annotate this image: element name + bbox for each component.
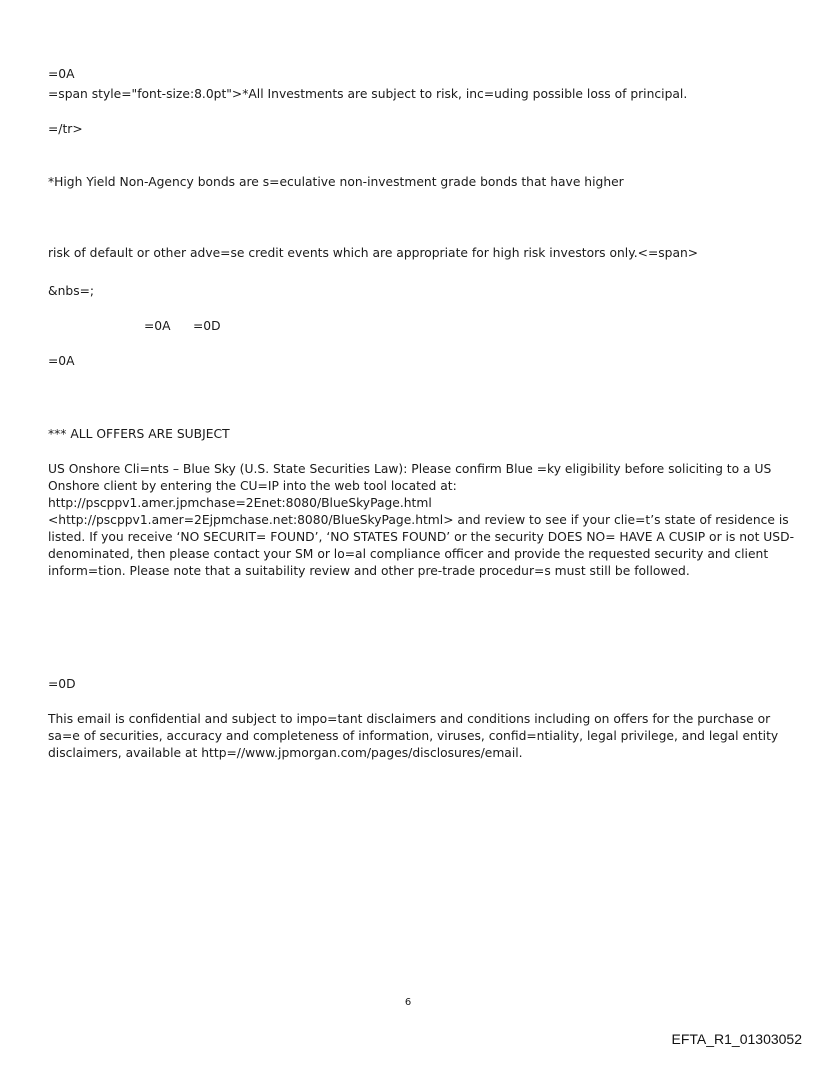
line-0d-lower: =0D: [48, 677, 76, 691]
line-nbsp: &nbs=;: [48, 284, 95, 298]
line-0a-indented: =0A: [144, 319, 171, 333]
blue-sky-line: inform=tion. Please note that a suitability review and other pre-trade procedur=s must still be followed.: [48, 564, 690, 578]
blue-sky-line: US Onshore Cli=nts – Blue Sky (U.S. State Securities Law): Please confirm Blue =ky eligibility before soliciting to a US: [48, 462, 772, 476]
heading-all-offers: *** ALL OFFERS ARE SUBJECT: [48, 427, 230, 441]
line-span-investments-risk: =span style="font-size:8.0pt">*All Investments are subject to risk, inc=uding possible loss of principal.: [48, 87, 688, 101]
line-0d-indented: =0D: [193, 319, 221, 333]
line-0a-top: =0A: [48, 67, 75, 81]
disclaimer-line: disclaimers, available at http=//www.jpmorgan.com/pages/disclosures/email.: [48, 746, 523, 760]
line-high-yield-2: risk of default or other adve=se credit events which are appropriate for high risk investors only.<=span>: [48, 246, 699, 260]
blue-sky-paragraph: [48, 461, 795, 580]
blue-sky-line: listed. If you receive ‘NO SECURIT= FOUND’, ‘NO STATES FOUND’ or the security DOES NO= HAVE A CUSIP or is not USD-: [48, 530, 795, 544]
blue-sky-line: Onshore client by entering the CU=IP into the web tool located at:: [48, 479, 457, 493]
line-tr-close: =/tr>: [48, 122, 83, 136]
blue-sky-url-bracket-line: <http://pscppv1.amer=2Ejpmchase.net:8080/BlueSkyPage.html> and review to see if your clie=t’s state of residence is: [48, 513, 789, 527]
line-high-yield-1: *High Yield Non-Agency bonds are s=eculative non-investment grade bonds that have higher: [48, 175, 624, 189]
line-0a-middle: =0A: [48, 354, 75, 368]
blue-sky-line: denominated, then please contact your SM or lo=al compliance officer and provide the requested security and client: [48, 547, 769, 561]
disclaimer-paragraph: [48, 711, 779, 762]
disclaimer-line: This email is confidential and subject to impo=tant disclaimers and conditions including on offers for the purchase or: [48, 712, 771, 726]
page-number: 6: [404, 997, 412, 1008]
document-id: EFTA_R1_01303052: [671, 1031, 802, 1047]
blue-sky-url-line: http://pscppv1.amer.jpmchase=2Enet:8080/BlueSkyPage.html: [48, 496, 432, 510]
disclaimer-line: sa=e of securities, accuracy and completeness of information, viruses, confid=ntiality, legal privilege, and legal entity: [48, 729, 779, 743]
